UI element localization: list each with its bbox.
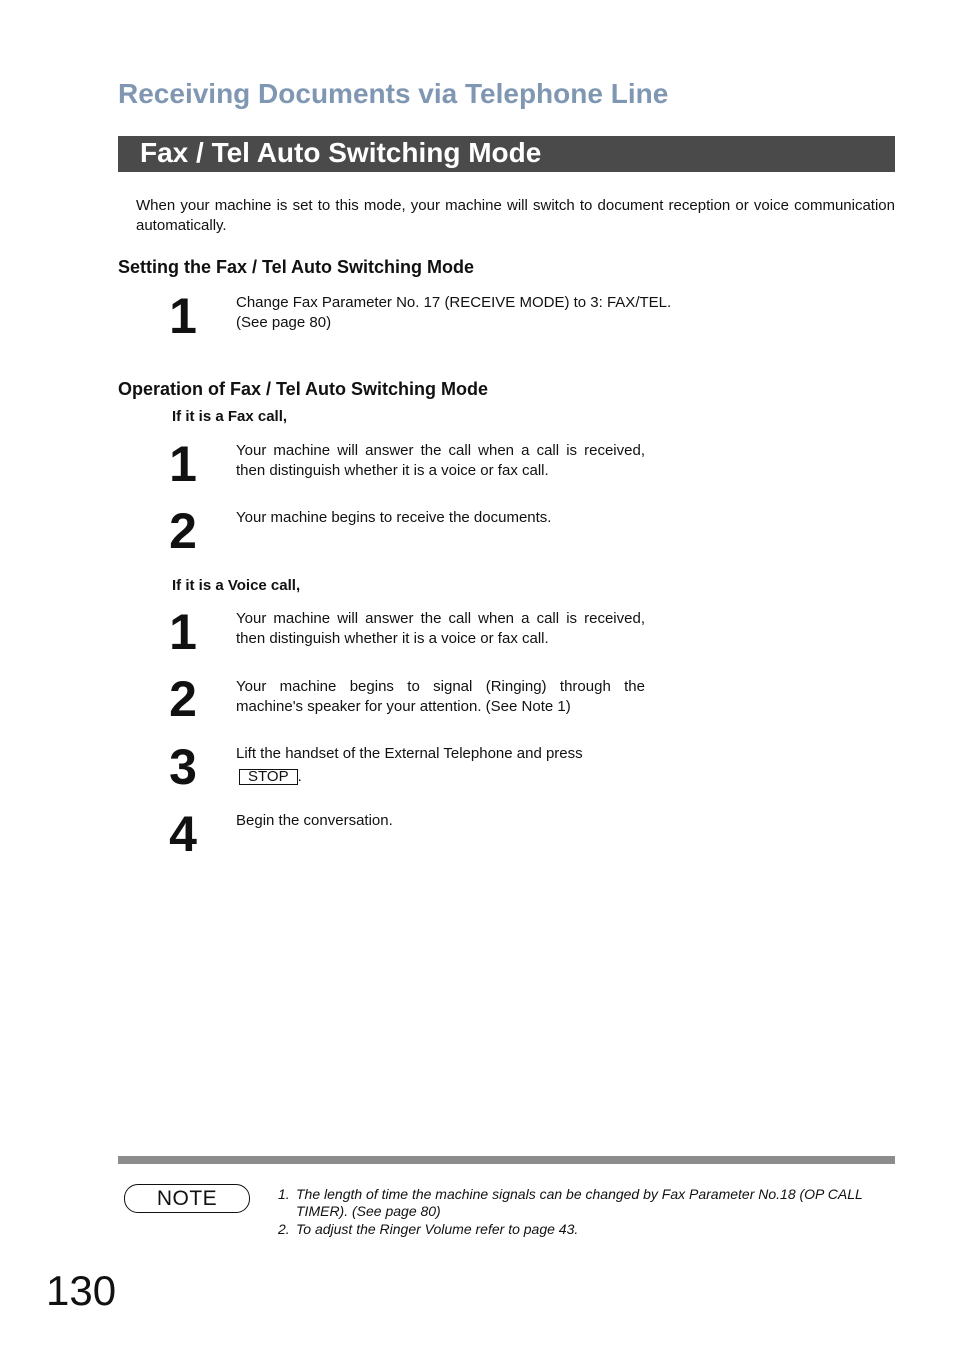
title-banner [118, 136, 895, 172]
voice-step-1-number: 1 [169, 604, 197, 660]
setting-step-line-2: (See page 80) [236, 313, 332, 331]
fax-step-2-text: Your machine begins to receive the documents. [236, 509, 552, 526]
note-item-2-number: 2. [278, 1221, 290, 1237]
voice-step-2-number: 2 [169, 671, 197, 727]
voice-step-3-number: 3 [169, 739, 197, 795]
note-item-2-text: To adjust the Ringer Volume refer to page 43. [296, 1221, 579, 1237]
note-list [278, 1186, 888, 1239]
fax-call-label: If it is a Fax call, [172, 408, 288, 425]
setting-step-line-1: Change Fax Parameter No. 17 (RECEIVE MODE) to 3: FAX/TEL. [236, 294, 672, 311]
note-item-1-number: 1. [278, 1186, 290, 1202]
note-item-2 [278, 1221, 888, 1238]
page-title: Fax / Tel Auto Switching Mode [140, 137, 542, 168]
stop-key: STOP [239, 769, 298, 785]
setting-step-text [236, 293, 736, 332]
fax-step-2-number: 2 [169, 503, 197, 559]
voice-call-label: If it is a Voice call, [172, 577, 301, 594]
page-number: 130 [46, 1267, 117, 1314]
section-title: Receiving Documents via Telephone Line [118, 78, 669, 109]
note-item-1 [278, 1186, 888, 1220]
voice-step-4-text: Begin the conversation. [236, 812, 393, 829]
operation-heading: Operation of Fax / Tel Auto Switching Mode [118, 379, 489, 399]
voice-step-4-number: 4 [169, 806, 197, 862]
note-badge: NOTE [124, 1184, 250, 1213]
note-item-1-text: The length of time the machine signals can be changed by Fax Parameter No.18 (OP CALL TIMER). (See page 80) [296, 1186, 863, 1219]
voice-step-3-punct: . [297, 767, 302, 785]
voice-step-3-text [236, 744, 645, 786]
fax-step-1-number: 1 [169, 436, 197, 492]
intro-paragraph: When your machine is set to this mode, your machine will switch to document reception or voice communication automatically. [136, 197, 895, 234]
voice-step-1-text: Your machine will answer the call when a call is received, then distinguish whether it is a voice or fax call. [236, 610, 645, 647]
note-divider [118, 1156, 895, 1164]
fax-step-1-text: Your machine will answer the call when a call is received, then distinguish whether it is a voice or fax call. [236, 442, 645, 479]
voice-step-3-instruction: Lift the handset of the External Telephone and press [236, 745, 583, 762]
setting-step-number: 1 [169, 288, 197, 344]
setting-heading: Setting the Fax / Tel Auto Switching Mode [118, 257, 475, 277]
voice-step-2-text: Your machine begins to signal (Ringing) through the machine's speaker for your attention. (See Note 1) [236, 678, 645, 715]
